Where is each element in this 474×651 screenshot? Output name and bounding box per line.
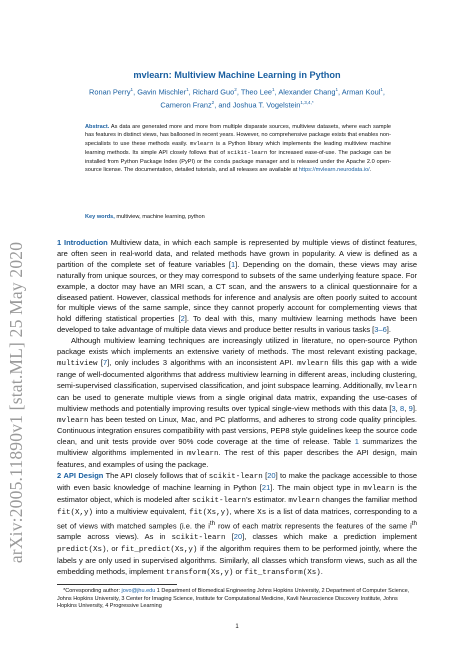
author-name: Gavin Mischler bbox=[137, 87, 187, 97]
page-number: 1 bbox=[235, 624, 239, 630]
author-list bbox=[63, 84, 411, 111]
author-affiliation: 1 bbox=[272, 87, 275, 92]
citation-link[interactable]: 20 bbox=[267, 471, 276, 480]
citation-link[interactable]: 9 bbox=[408, 403, 413, 413]
table-reference-link[interactable]: 1 bbox=[354, 437, 359, 447]
code-mvlearn: mvlearn bbox=[186, 450, 219, 459]
code-scikit-learn: scikit-learn bbox=[171, 534, 226, 543]
code-mvlearn: mvlearn bbox=[288, 496, 320, 505]
section-introduction bbox=[57, 238, 417, 471]
citation-link[interactable]: 3–6 bbox=[374, 325, 387, 335]
paper-title: mvlearn: Multiview Machine Learning in Python bbox=[133, 70, 341, 80]
author-line-1: Ronan Perry$^1$, Gavin Mischler$^1$, Richard Guo$^2$, Theo Lee$^1$, Alexander Chang$^1$, Arman Koul$^1$, bbox=[89, 87, 385, 97]
author-name: Arman Koul bbox=[341, 87, 381, 97]
author-affiliation: 1 bbox=[186, 87, 189, 92]
author-name: Alexander Chang bbox=[278, 87, 336, 97]
code-mvlearn: mvlearn bbox=[57, 416, 89, 425]
section-number: 1 bbox=[57, 238, 62, 247]
code-mvlearn: mvlearn bbox=[385, 382, 417, 391]
author-name: Theo Lee bbox=[240, 87, 273, 97]
documentation-link[interactable]: https://mvlearn.neurodata.io/ bbox=[298, 166, 370, 173]
citation-link[interactable]: 8 bbox=[400, 403, 405, 413]
email-link[interactable]: jovo@jhu.edu bbox=[121, 588, 156, 594]
keywords bbox=[85, 213, 391, 221]
code-conda: conda bbox=[213, 157, 231, 165]
citation-link[interactable]: 21 bbox=[261, 482, 271, 492]
author-affiliation: 1 bbox=[130, 87, 134, 92]
citation-link[interactable]: 2 bbox=[180, 314, 185, 324]
code-scikit-learn: scikit-learn bbox=[192, 496, 247, 505]
author-affiliation: 1 bbox=[380, 87, 383, 92]
author-affiliation: 1,3,4,* bbox=[300, 100, 314, 106]
citation-link[interactable]: 20 bbox=[233, 532, 243, 542]
arxiv-identifier-text: arXiv:2005.11890v1 [stat.ML] 25 May 2020 bbox=[6, 241, 27, 564]
author-affiliation: 1 bbox=[335, 87, 338, 92]
code-fit-predict: fit_predict(Xs,y) bbox=[120, 545, 198, 554]
citation-link[interactable]: 3 bbox=[391, 403, 396, 413]
section-number: 2 bbox=[57, 471, 62, 480]
intro-paragraph-1: 1 Introduction Multiview data, in which each sample is represented by multiple views of distinct features, are often seen in real-world data, and related methods have grown in popularity. A view is defined as a partition of the complete set of feature variables [1]. Depending on the domain, these views may arise naturally from unique sources, or they may correspond to subsets of the same underlying feature space. For example, a doctor may have an MRI scan, a CT scan, and the answers to a clinical questionnaire for a diseased patient. However, classical methods for inference and analysis are often poorly suited to account for multiple views of the same sample, since they cannot properly account for complementing views that hold differing statistical properties [2]. To deal with this, many multiview learning methods have been developed to take advantage of multiple data views and produce better results in various tasks [3–6]. bbox=[57, 238, 418, 335]
section-heading: API Design bbox=[63, 471, 104, 480]
footnotes: *Corresponding author: jovo@jhu.edu 1 Department of Biomedical Engineering Johns Hopkins University, 2 Department of Computer Science, Johns Hopkins University, 3 Center for Imaging Science, Institute for Computational Medicine, Kavli Neuroscience Discovery Institute, Johns Hopkins University, 4 Progressive Learning bbox=[57, 588, 410, 610]
arxiv-identifier-stamp bbox=[2, 230, 32, 575]
code-mvlearn: mvlearn bbox=[189, 139, 214, 147]
code-fit-transform: fit_transform(Xs) bbox=[244, 568, 321, 577]
author-affiliation: 2 bbox=[211, 100, 215, 106]
abstract-label: Abstract. bbox=[85, 124, 110, 130]
citation-link[interactable]: 7 bbox=[103, 357, 108, 367]
abstract: Abstract. As data are generated more and more from multiple disparate sources, multiview datasets, where each sample has features in distinct views, has ballooned in recent years. However, no comprehensive package exists that enables non-specialists to use these methods easily. mvlearn is a Python library which implements the leading multiview machine learning methods. Its simple API closely follows that of scikit-learn for increased ease-of-use. The package can be installed from Python Package Index (PyPI) or the conda package manager and is released under the Apache 2.0 open-source license. The documentation, detailed tutorials, and all releases are available at https://mvlearn.neurodata.io/. bbox=[85, 124, 391, 173]
author-line-2: Cameron Franz$^2$, and Joshua T. Vogelstein$^{1,3,4,*}$ bbox=[160, 100, 314, 110]
keywords-label: Key words, bbox=[85, 214, 115, 220]
author-name: Joshua T. Vogelstein bbox=[232, 100, 301, 110]
code-multiview: multiview bbox=[57, 359, 98, 368]
api-paragraph: 2 API Design The API closely follows that of scikit-learn [20] to make the package accessible to those with even basic knowledge of machine learning in Python [21]. The main object type in mvlearn is the estimator object, which is modeled after scikit-learn's estimator. mvlearn changes the familiar method fit(X,y) into a multiview equivalent, fit(Xs,y), where Xs is a list of data matrices, corresponding to a set of views with matched samples (i.e. the $i^{th}$ row of each matrix represents the features of the same $i^{th}$ sample across views). As in scikit-learn [20], classes which make a prediction implement predict(Xs), or fit_predict(Xs,y) if the algorithm requires them to be performed jointly, where the labels y are only used in supervised algorithms. Similarly, all classes which transform views, such as all the embedding methods, implement transform(Xs,y) or fit_transform(Xs). bbox=[57, 471, 418, 577]
code-scikit-learn: scikit-learn bbox=[208, 473, 263, 481]
author-affiliation: 2 bbox=[234, 87, 237, 92]
code-fit-multiview: fit(Xs,y) bbox=[189, 508, 230, 517]
citation-link[interactable]: 1 bbox=[230, 259, 236, 269]
author-name: Cameron Franz bbox=[160, 100, 212, 110]
author-name: Ronan Perry bbox=[89, 87, 131, 97]
code-mvlearn: mvlearn bbox=[297, 359, 329, 368]
section-heading: Introduction bbox=[64, 238, 108, 247]
code-fit: fit(X,y) bbox=[57, 508, 94, 517]
code-mvlearn: mvlearn bbox=[363, 484, 395, 493]
intro-paragraph-2: Although multiview learning techniques are increasingly utilized in literature, no open-source Python package exists which implements an extensive variety of methods. The most relevant existing package, multiview [7], only includes 3 algorithms with an inconsistent API. mvlearn fills this gap with a wide range of well-documented algorithms that address multiview learning in different areas, including clustering, semi-supervised classification, supervised classification, and joint subspace learning. Additionally, mvlearn can be used to generate multiple views from a single original data matrix, expanding the use-cases of multiview methods and potentially improving results over typical single-view methods with this data [3, 8, 9]. mvlearn has been tested on Linux, Mac, and PC platforms, and adheres to strong code quality principles. Continuous integration ensures compatibility with past versions, PEP8 style guidelines keep the source code clean, and unit tests provide over 90% code coverage at the time of release. Table 1 summarizes the multiview algorithms implemented in mvlearn. The rest of this paper describes the API design, main features, and examples of using the package. bbox=[57, 336, 417, 470]
code-xs: Xs bbox=[257, 508, 267, 517]
code-transform: transform(Xs,y) bbox=[165, 568, 234, 577]
section-api-design bbox=[57, 471, 417, 579]
author-name: Richard Guo bbox=[192, 87, 235, 97]
code-predict: predict(Xs) bbox=[57, 545, 107, 554]
footnote-divider bbox=[57, 584, 177, 585]
keywords-text: multiview, machine learning, python bbox=[116, 214, 205, 220]
code-scikit-learn: scikit-learn bbox=[227, 148, 268, 156]
